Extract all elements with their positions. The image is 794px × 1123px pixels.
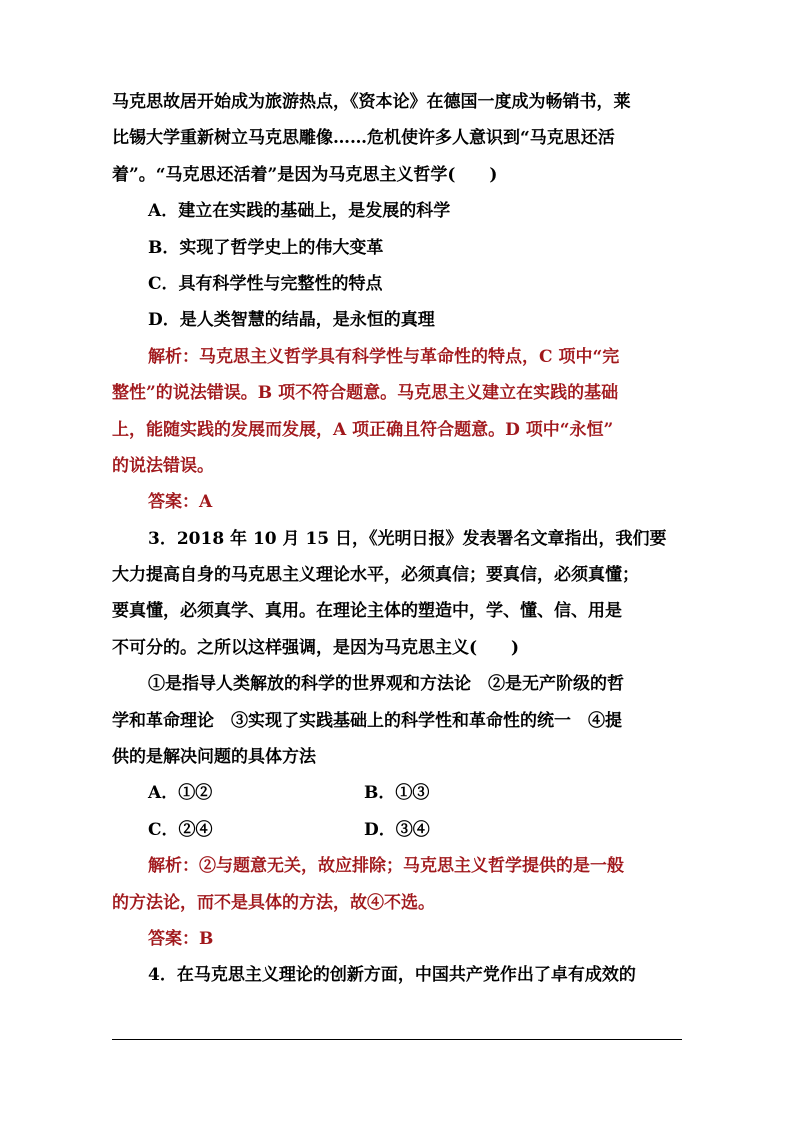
analysis-text: ②与题意无关，故应排除；马克思主义哲学提供的是一般 bbox=[199, 856, 624, 877]
q3-statement-line: ①是指导人类解放的科学的世界观和方法论 ②是无产阶级的哲 bbox=[148, 674, 624, 695]
answer-label: 答案： bbox=[148, 492, 199, 513]
q3-stem-line: 大力提高自身的马克思主义理论水平，必须真信；要真信，必须真懂； bbox=[112, 565, 639, 586]
q3-analysis bbox=[112, 848, 684, 921]
q3-option-c: C．②④ bbox=[148, 819, 213, 840]
q3-statements bbox=[112, 666, 684, 775]
answer-label: 答案： bbox=[148, 928, 199, 949]
q3-options bbox=[112, 775, 684, 848]
q2-analysis-line: 上，能随实践的发展而发展，A 项正确且符合题意。D 项中“永恒” bbox=[112, 419, 614, 440]
q2-stem-line: 比锡大学重新树立马克思雕像……危机使许多人意识到“马克思还活 bbox=[112, 128, 615, 149]
q3-options-row bbox=[112, 775, 684, 811]
answer-value: B bbox=[199, 928, 214, 949]
q3-stem-line: 不可分的。之所以这样强调，是因为马克思主义( ) bbox=[112, 637, 520, 658]
q2-option-a: A．建立在实践的基础上，是发展的科学 bbox=[148, 201, 451, 222]
q2-answer bbox=[112, 484, 684, 520]
q3-analysis-line: 的方法论，而不是具体的方法，故④不选。 bbox=[112, 892, 435, 913]
document-page bbox=[112, 84, 684, 994]
q3-statement-line: 学和革命理论 ③实现了实践基础上的科学性和革命性的统一 ④提 bbox=[112, 710, 622, 731]
q2-analysis bbox=[112, 339, 684, 485]
q3-option-a: A．①② bbox=[148, 783, 213, 804]
q3-option-d: D．③④ bbox=[364, 819, 430, 840]
q3-statement-line: 供的是解决问题的具体方法 bbox=[112, 747, 316, 768]
q3-answer bbox=[112, 921, 684, 957]
q3-option-b: B．①③ bbox=[364, 783, 430, 804]
analysis-label: 解析： bbox=[148, 346, 199, 367]
q2-stem bbox=[112, 84, 684, 193]
q3-analysis-line bbox=[112, 848, 684, 884]
q3-options-row bbox=[112, 812, 684, 848]
analysis-text: 马克思主义哲学具有科学性与革命性的特点，C 项中“完 bbox=[199, 346, 620, 367]
q3-stem-line: 3．2018 年 10 月 15 日，《光明日报》发表署名文章指出，我们要 bbox=[148, 528, 667, 549]
analysis-label: 解析： bbox=[148, 856, 199, 877]
q2-stem-line: 着”。“马克思还活着”是因为马克思主义哲学( ) bbox=[112, 164, 498, 185]
q2-option-d: D．是人类智慧的结晶，是永恒的真理 bbox=[148, 310, 435, 331]
q4-stem-line: 4．在马克思主义理论的创新方面，中国共产党作出了卓有成效的 bbox=[148, 965, 636, 986]
q3-stem bbox=[112, 521, 684, 667]
footer-divider bbox=[112, 1039, 682, 1040]
q2-analysis-line bbox=[112, 339, 684, 375]
q2-option-b: B．实现了哲学史上的伟大变革 bbox=[148, 237, 384, 258]
q2-options bbox=[112, 193, 684, 339]
q3-stem-line: 要真懂，必须真学、真用。在理论主体的塑造中，学、懂、信、用是 bbox=[112, 601, 622, 622]
q2-analysis-line: 的说法错误。 bbox=[112, 455, 214, 476]
answer-value: A bbox=[199, 492, 213, 513]
q2-analysis-line: 整性”的说法错误。B 项不符合题意。马克思主义建立在实践的基础 bbox=[112, 383, 619, 404]
q2-stem-line: 马克思故居开始成为旅游热点，《资本论》在德国一度成为畅销书，莱 bbox=[112, 92, 631, 112]
q2-option-c: C．具有科学性与完整性的特点 bbox=[148, 273, 383, 294]
